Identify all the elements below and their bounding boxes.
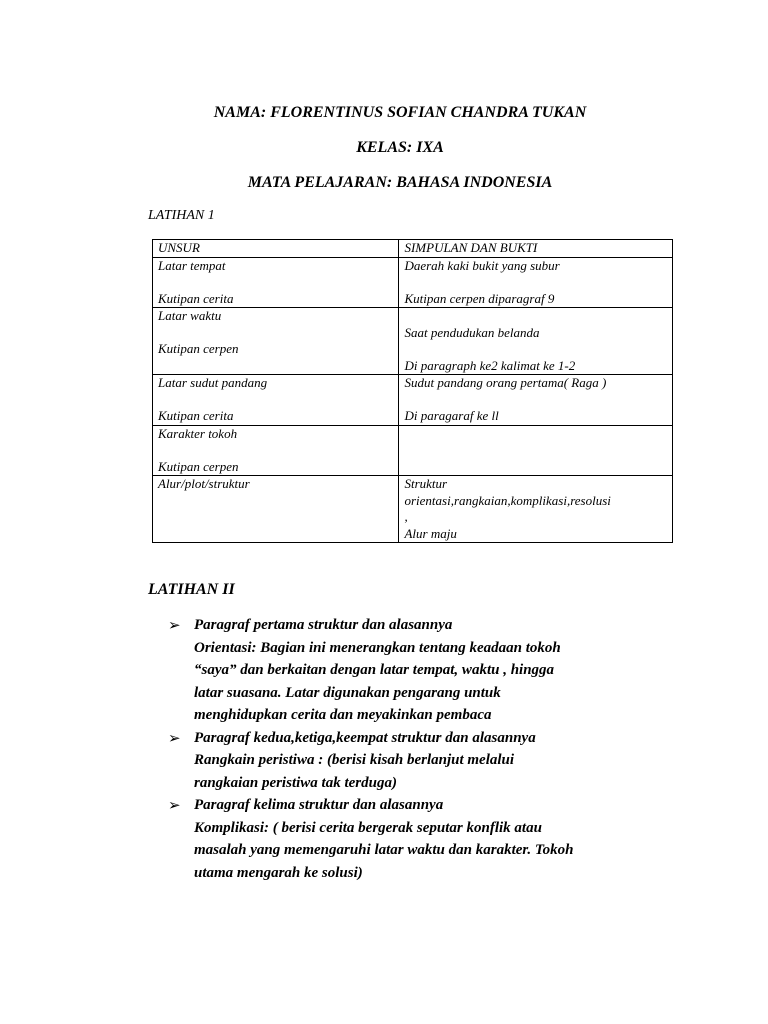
cell-line xyxy=(158,325,393,342)
list-item-text: utama mengarah ke solusi) xyxy=(194,864,363,881)
cell-line: Latar waktu xyxy=(158,308,222,323)
cell-simpulan xyxy=(399,257,673,308)
list-item-text: “saya” dan berkaitan dengan latar tempat, waktu , hingga xyxy=(194,662,555,678)
cell-line: Latar tempat xyxy=(158,257,226,273)
arrow-bullet-icon: ➢ xyxy=(168,796,181,814)
cell-line: Saat pendudukan belanda xyxy=(404,324,540,340)
cell-line xyxy=(404,392,667,409)
cell-unsur xyxy=(153,425,399,476)
cell-unsur xyxy=(153,375,399,426)
subject-title: MATA PELAJARAN: BAHASA INDONESIA xyxy=(247,174,553,191)
list-item-heading: Paragraf kelima struktur dan alasannya xyxy=(194,797,444,813)
list-item-heading: Paragraf kedua,ketiga,keempat struktur dan alasannya xyxy=(194,729,536,746)
cell-line xyxy=(404,308,667,325)
table-row xyxy=(153,257,673,308)
list-item-text: Rangkain peristiwa : (berisi kisah berlanjut melalui xyxy=(194,752,515,768)
cell-line: , xyxy=(404,509,408,524)
table-row xyxy=(153,375,673,426)
cell-line: Alur/plot/struktur xyxy=(158,476,250,491)
unsur-table xyxy=(152,239,673,543)
cell-line: Sudut pandang orang pertama( Raga ) xyxy=(404,375,607,390)
latihan-2-title: LATIHAN II xyxy=(148,581,235,598)
arrow-bullet-icon: ➢ xyxy=(168,616,181,634)
arrow-bullet-icon: ➢ xyxy=(168,728,181,747)
cell-unsur xyxy=(153,308,399,375)
list-item xyxy=(168,794,668,884)
cell-line xyxy=(404,274,667,291)
table-header-row xyxy=(153,240,673,258)
list-item-text: rangkaian peristiwa tak terduga) xyxy=(194,774,397,791)
list-item-text: masalah yang memengaruhi latar waktu dan karakter. Tokoh xyxy=(194,842,574,858)
cell-line: Kutipan cerpen xyxy=(158,458,239,474)
list-item-text: latar suasana. Latar digunakan pengarang untuk xyxy=(194,684,501,701)
cell-line: Di paragraph ke2 kalimat ke 1-2 xyxy=(404,357,576,373)
cell-unsur xyxy=(153,476,399,543)
cell-simpulan xyxy=(399,425,673,476)
list-item-heading: Paragraf pertama struktur dan alasannya xyxy=(194,617,453,633)
cell-line xyxy=(158,392,393,409)
student-class: KELAS: IXA xyxy=(356,139,444,156)
cell-line xyxy=(404,341,667,358)
cell-line: Struktur xyxy=(404,476,448,491)
cell-line xyxy=(158,274,393,291)
list-item-text: menghidupkan cerita dan meyakinkan pembaca xyxy=(194,707,492,723)
cell-simpulan xyxy=(399,375,673,426)
cell-line: Di paragaraf ke ll xyxy=(404,408,499,423)
cell-line: Latar sudut pandang xyxy=(158,375,268,390)
table-row xyxy=(153,425,673,476)
cell-line: Kutipan cerita xyxy=(158,290,234,306)
cell-line: Kutipan cerita xyxy=(158,408,234,423)
list-item-text: Orientasi: Bagian ini menerangkan tentang keadaan tokoh xyxy=(194,639,561,656)
cell-line: Alur maju xyxy=(404,525,457,541)
list-item xyxy=(168,727,668,795)
latihan-2-list xyxy=(168,614,668,884)
cell-line: Daerah kaki bukit yang subur xyxy=(404,257,560,273)
cell-simpulan xyxy=(399,308,673,375)
cell-simpulan xyxy=(399,476,673,543)
cell-line: Kutipan cerpen diparagraf 9 xyxy=(404,290,555,306)
student-name: NAMA: FLORENTINUS SOFIAN CHANDRA TUKAN xyxy=(213,104,587,121)
table-row xyxy=(153,308,673,375)
cell-line xyxy=(158,442,393,459)
cell-line: Kutipan cerpen xyxy=(158,341,239,356)
cell-line: orientasi,rangkaian,komplikasi,resolusi xyxy=(404,492,611,508)
cell-unsur xyxy=(153,257,399,308)
latihan-1-title: LATIHAN 1 xyxy=(148,208,215,223)
header-unsur: UNSUR xyxy=(153,240,399,258)
header-simpulan: SIMPULAN DAN BUKTI xyxy=(399,240,673,258)
list-item xyxy=(168,614,668,727)
table-row xyxy=(153,476,673,543)
cell-line: Karakter tokoh xyxy=(158,425,238,441)
list-item-text: Komplikasi: ( berisi cerita bergerak seputar konflik atau xyxy=(194,819,542,836)
